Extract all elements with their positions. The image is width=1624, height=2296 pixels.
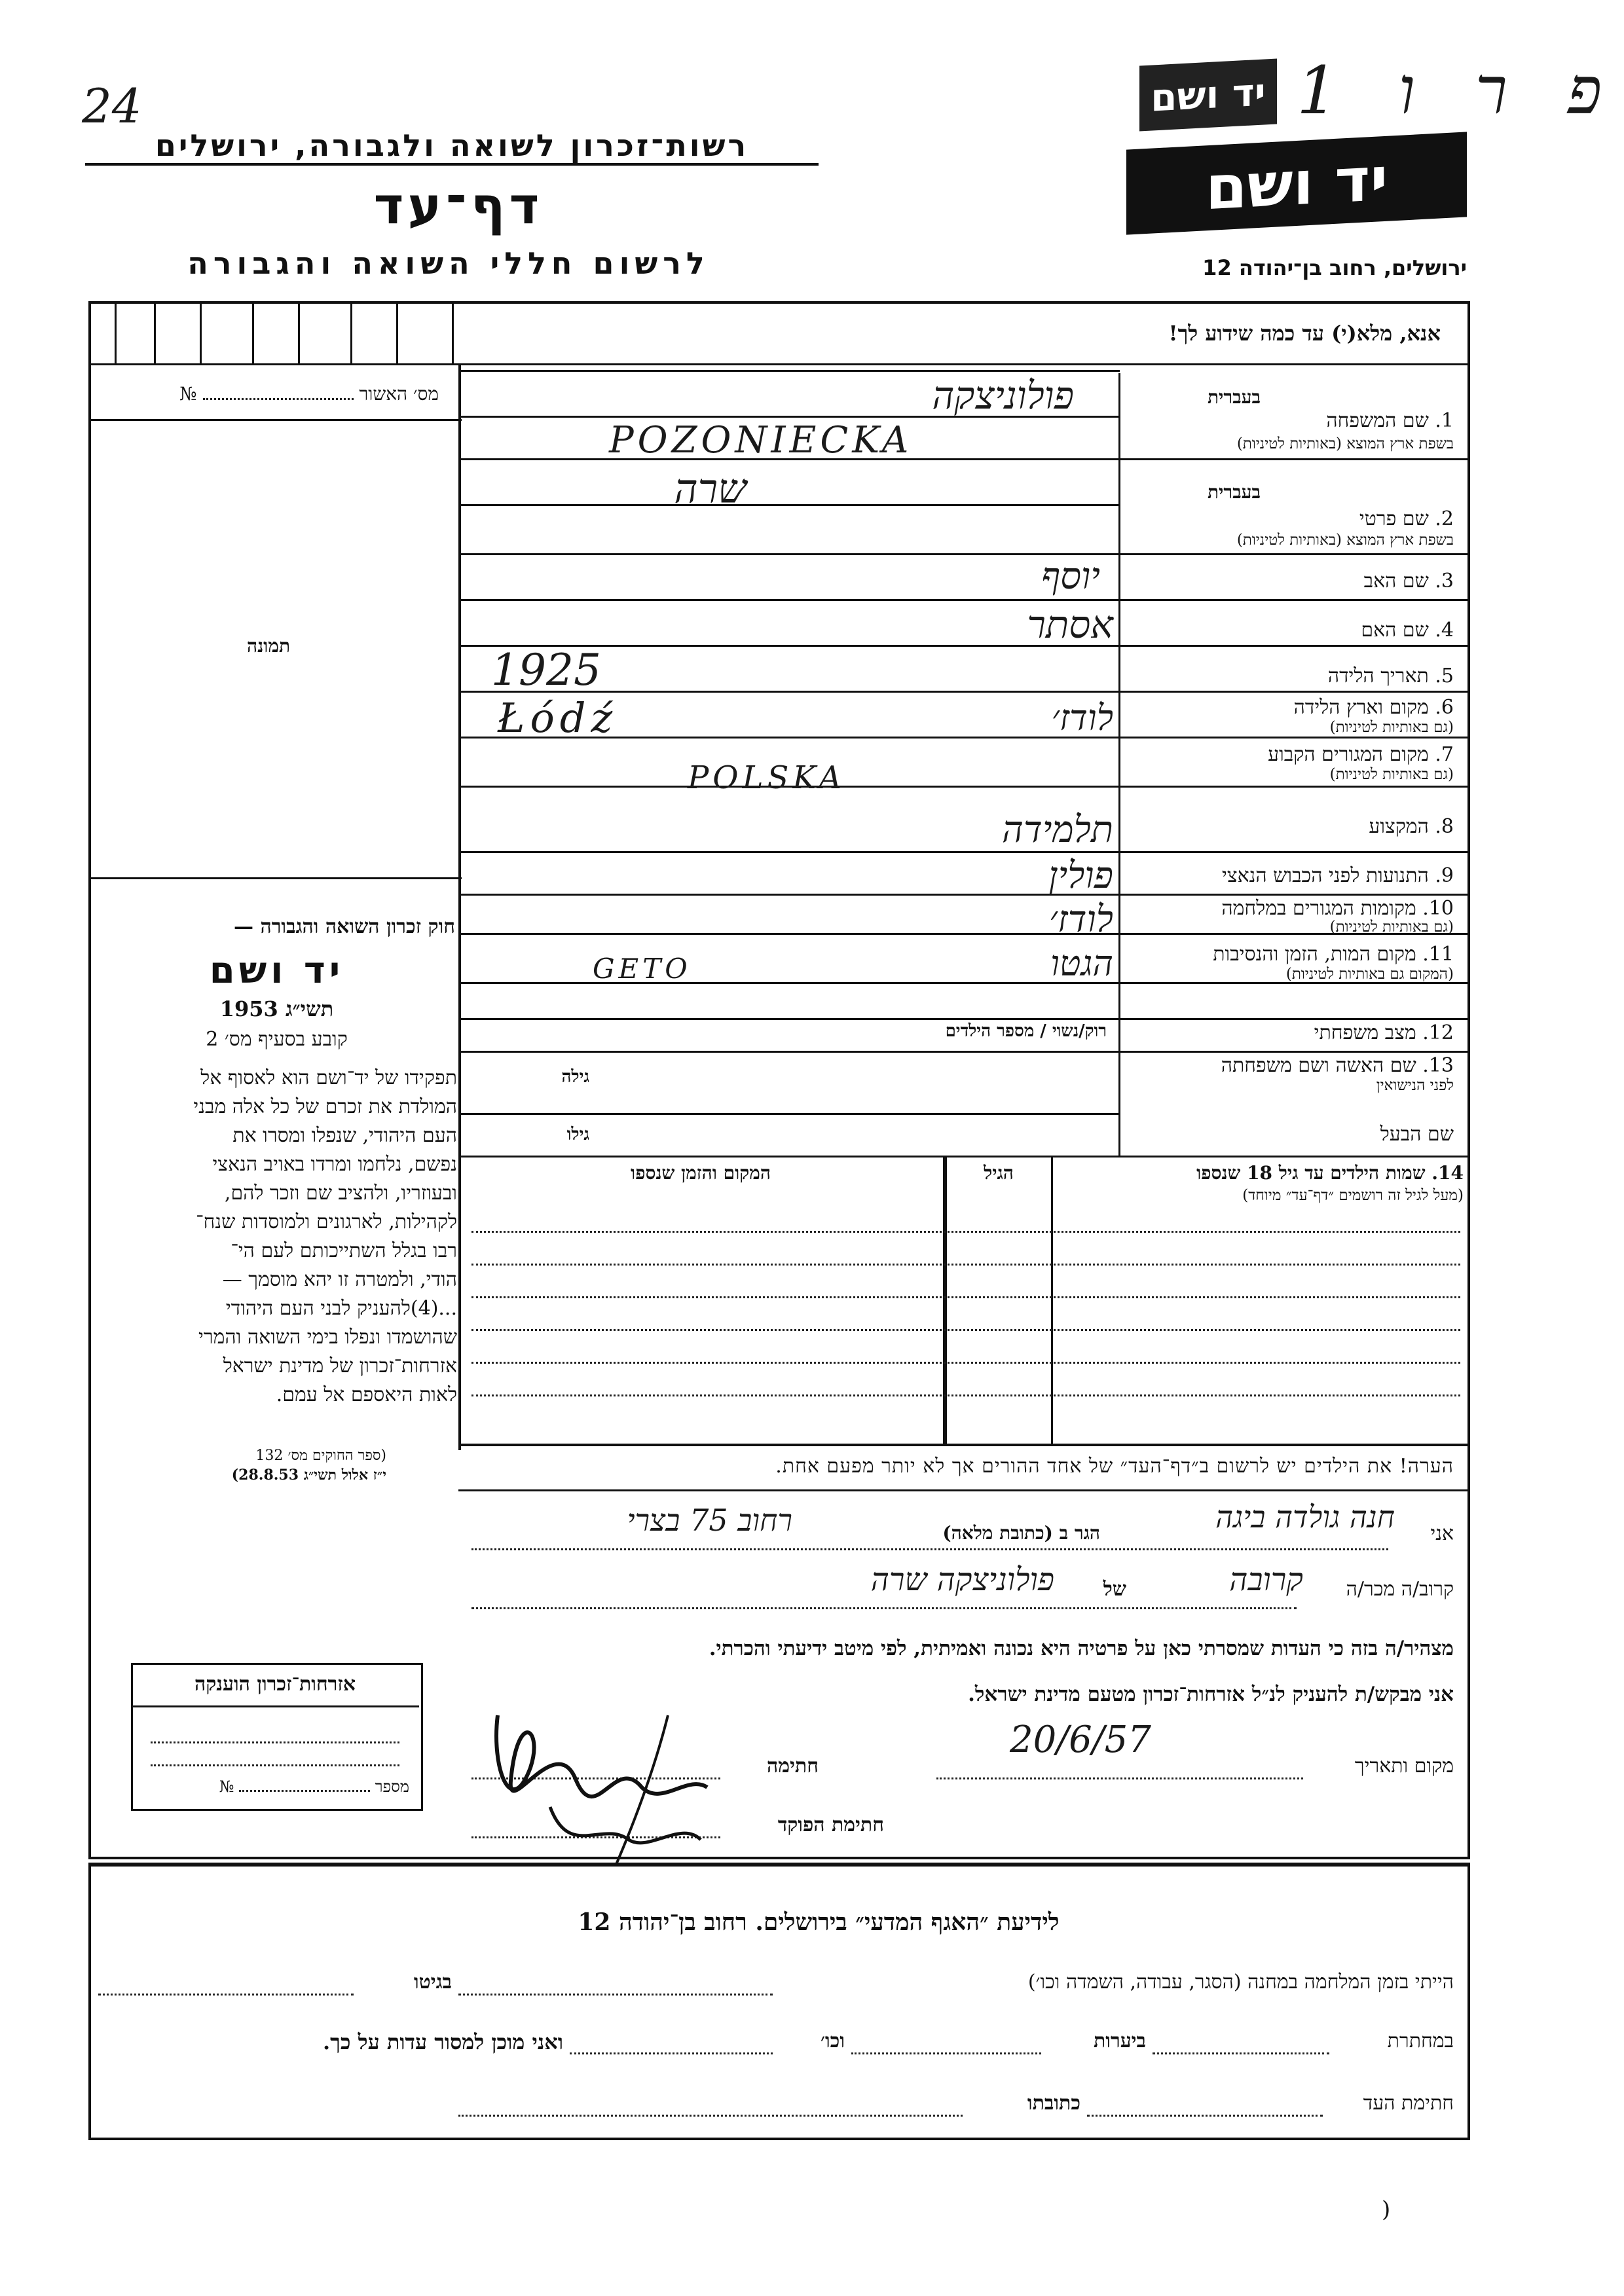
footer-camp-line[interactable]: [458, 1994, 773, 1995]
declaration-line: [471, 1548, 1388, 1550]
f14-label: 14. שמות הילדים עד גיל 18 שנספו: [1196, 1162, 1464, 1184]
f6-label: 6. מקום וארץ הלידה: [1293, 696, 1454, 719]
photo-label: תמונה: [246, 635, 291, 657]
instruction: אנא, מלא(י) עד כמה שידוע לך!: [1168, 321, 1441, 346]
f6-sublabel: (גם באותיות לטיניות): [1329, 719, 1454, 736]
logo-stamp: [1139, 58, 1277, 131]
f12-options[interactable]: רוק/נשוי / מספר הילדים: [945, 1021, 1107, 1041]
law-text: [97, 1064, 457, 1410]
footer-line3-a: חתימת העד: [1363, 2092, 1454, 2115]
footer-line2-b: ביערות: [1093, 2030, 1146, 2052]
citizenship-number-dots: [239, 1790, 370, 1792]
law-text-line: לקהילות, לארגונים ולמוסדות שנח־: [196, 1211, 457, 1233]
law-text-line: נפשם, נלחמו ומרדו באויב הנאצי: [212, 1153, 457, 1176]
approval-number-label: מס׳ האשור: [359, 383, 439, 405]
f11-sublabel: (המקום גם באותיות לטיניות): [1285, 966, 1454, 983]
f6-latin-value[interactable]: Łódź: [498, 694, 618, 742]
children-row[interactable]: [471, 1231, 1460, 1233]
f2-hebrew-value[interactable]: שרה: [674, 465, 747, 513]
of-value[interactable]: פולוניצקה שרה: [870, 1561, 1054, 1598]
f7-sublabel: (גם באותיות לטיניות): [1329, 766, 1454, 783]
approval-number-field[interactable]: [105, 383, 439, 405]
top-strip-tick: [396, 304, 398, 364]
f4-label: 4. שם האם: [1361, 619, 1454, 642]
row-line: [458, 851, 1470, 853]
f2-label: 2. שם פרטי: [1359, 507, 1454, 530]
f1-hebrew-value[interactable]: פולוניצקה: [932, 373, 1074, 418]
corner-page-number: 24: [82, 79, 142, 134]
footer-witness-signature-line[interactable]: [1087, 2115, 1323, 2117]
label-column-divider: [1118, 373, 1120, 1156]
f10-sublabel: (גם באותיות לטיניות): [1329, 919, 1454, 936]
relative-label: קרוב/ה מכר/ה: [1346, 1578, 1454, 1601]
citizenship-number-label: מספר: [375, 1777, 409, 1796]
f7-label: 7. מקום המגורים הקבוע: [1268, 743, 1454, 766]
f13-sublabel: לפני הנישואין: [1376, 1077, 1454, 1094]
f14-col-place: המקום והזמן שנספו: [631, 1162, 771, 1184]
logo-stamp-text: יד ושם: [1151, 69, 1266, 120]
law-text-line: הודי, ולמטרה זו יהא מוסמך —: [222, 1268, 457, 1291]
declaration-statement: מצהיר/ה בזה כי העדות שמסרתי כאן על פרטיה היא נכונה ואמיתית, לפי מיטב ידיעתי והכרתי.: [709, 1637, 1454, 1660]
relative-line: [471, 1607, 1297, 1609]
footer-underground-line[interactable]: [1153, 2052, 1329, 2054]
note: הערה! את הילדים יש לרשום ב״דף־העד״ של אחד ההורים אך לא יותר מפעם אחת.: [775, 1455, 1454, 1478]
law-text-line: תפקידו של יד־ושם הוא לאסוף אל: [200, 1066, 457, 1089]
top-strip-tick: [154, 304, 156, 364]
row-line: [458, 786, 1470, 788]
f10-label: 10. מקומות המגורים במלחמה: [1221, 897, 1454, 920]
footer-left-border: [88, 1863, 91, 2140]
sidebar-divider: [458, 363, 461, 1450]
law-text-line: ובעוזריו, ולהציב שם וזכר להם,: [224, 1182, 457, 1205]
children-table-bottom: [458, 1444, 1470, 1446]
citizenship-box-title: אזרחות־זכרון הוענקה: [194, 1673, 356, 1696]
f8-label: 8. המקצוע: [1369, 815, 1454, 838]
f14-sublabel: (מעל לגיל זה רושמים ״דף־עד״ מיוחד): [1242, 1187, 1464, 1204]
law-ref-2: י״ז אלול תשי״ג 28.8.53): [231, 1467, 386, 1484]
law-text-line: לאות היאספם אל עמם.: [276, 1383, 457, 1406]
f1-latin-value[interactable]: POZONIECKA: [609, 419, 913, 462]
declaration-i-value[interactable]: חנה גולדה ביגה: [1215, 1499, 1395, 1535]
footer-right-border: [1467, 1863, 1470, 2140]
top-strip-tick: [200, 304, 202, 364]
f3-label: 3. שם האב: [1363, 570, 1454, 592]
law-text-line: אזרחות־זכרון של מדינת ישראל: [223, 1355, 457, 1377]
law-text-line: שהושמדו ונפלו בימי השואה והמרי: [198, 1326, 457, 1349]
f2-sublabel: בשפת ארץ המוצא (באותיות לטיניות): [1236, 532, 1454, 549]
footer-line2-c: וכו׳: [821, 2030, 845, 2052]
top-strip-line: [88, 363, 1470, 365]
citizenship-number-field[interactable]: [141, 1777, 409, 1796]
note-divider: [458, 1489, 1470, 1491]
children-col-divider: [1051, 1156, 1053, 1444]
value-frame-top: [458, 370, 1120, 372]
children-row[interactable]: [471, 1362, 1460, 1364]
signature-label: חתימה: [767, 1755, 819, 1777]
footer-line2-d: ואני מוכן למסור עדות על כך.: [322, 2030, 563, 2054]
law-name: יד ושם: [209, 949, 344, 992]
row-line: [458, 599, 1470, 601]
header-title: דף־עד: [373, 177, 544, 236]
f14-col-age: הגיל: [984, 1162, 1014, 1184]
footer-etc-line[interactable]: [570, 2052, 773, 2054]
f2-hebrew-tag: בעברית: [1207, 481, 1261, 503]
approval-number-dots: [203, 398, 354, 400]
children-row[interactable]: [471, 1394, 1460, 1396]
children-row[interactable]: [471, 1264, 1460, 1266]
approval-number-marker: №: [179, 383, 197, 405]
f12-label: 12. מצב משפחתי: [1314, 1021, 1454, 1044]
declaration-address-value[interactable]: רחוב 75 בצרי: [627, 1503, 792, 1538]
row-line: [458, 1018, 1470, 1020]
f11-latin-value[interactable]: GETO: [593, 953, 692, 985]
citizenship-box-dotline: [151, 1741, 399, 1743]
law-text-line: רבו בגלל השתייכותם לעם הי־: [231, 1239, 457, 1262]
law-title: חוק זכרון השואה והגבורה —: [234, 915, 455, 938]
f7-value[interactable]: POLSKA: [688, 759, 845, 796]
f1-hebrew-tag: בעברית: [1207, 386, 1261, 408]
f4-value[interactable]: אסתר: [1027, 602, 1113, 647]
place-date-label: מקום ותאריך: [1354, 1755, 1454, 1777]
row-line: [458, 1156, 1470, 1157]
signature-scribble: [471, 1689, 747, 1872]
header-subtitle: לרשום חללי השואה והגבורה: [187, 246, 710, 281]
place-date-value[interactable]: 20/6/57: [1010, 1719, 1151, 1761]
f11-hebrew-value[interactable]: הגטו: [1050, 943, 1113, 984]
relative-value[interactable]: קרובה: [1229, 1561, 1303, 1598]
f9-label: 9. התנועות לפני הכבוש הנאצי: [1222, 864, 1454, 887]
footer-line2-a: במחתרת: [1387, 2030, 1454, 2052]
husband-age-label: גילו: [566, 1125, 589, 1144]
top-strip-tick: [452, 304, 454, 364]
top-strip-tick: [298, 304, 300, 364]
law-text-line: העם היהודי, שנפלו ומסרו את: [232, 1124, 457, 1147]
law-ref-1: (ספר החוקים מס׳ 132: [255, 1448, 386, 1464]
row-line: [458, 553, 1470, 555]
f1-label: 1. שם המשפחה: [1326, 409, 1454, 432]
top-strip-tick: [350, 304, 352, 364]
f5-label: 5. תאריך הלידה: [1327, 665, 1454, 687]
footer-line3-b: כתובתו: [1027, 2092, 1080, 2115]
children-col-divider-thick: [943, 1156, 947, 1444]
approval-divider: [88, 419, 462, 421]
f13-label: 13. שם האשה ושם משפחתה: [1221, 1054, 1454, 1077]
footer-line1-a: הייתי בזמן המלחמה במחנה (הסגר, עבודה, השמדה וכו׳): [1027, 1971, 1454, 1994]
f13-age-label: גילה: [561, 1067, 589, 1087]
f10-value[interactable]: לודז׳: [1049, 898, 1113, 941]
handwritten-code: פ ר ו 1: [1297, 52, 1622, 129]
logo-text: יד ושם: [1205, 143, 1388, 223]
children-row[interactable]: [471, 1329, 1460, 1331]
f11-label: 11. מקום המות, הזמן והנסיבות: [1213, 943, 1454, 966]
top-strip-tick: [115, 304, 117, 364]
footer-address-line[interactable]: [458, 2115, 963, 2117]
of-label: של: [1103, 1578, 1126, 1601]
officer-signature-label: חתימת הפוקד: [777, 1813, 884, 1836]
husband-label: שם הבעל: [1380, 1123, 1454, 1146]
citizenship-box-dotline: [151, 1764, 399, 1766]
row-line: [458, 691, 1470, 693]
photo-divider: [88, 877, 462, 879]
children-row[interactable]: [471, 1296, 1460, 1298]
footer-line1-b: בגיטו: [413, 1971, 452, 1994]
yad-vashem-logo: [1126, 132, 1467, 234]
footer-bottom-border: [88, 2138, 1470, 2140]
declaration-i-label: אני: [1430, 1522, 1454, 1545]
citizenship-box-divider: [131, 1705, 419, 1707]
top-strip-tick: [252, 304, 254, 364]
header-org: רשות־זכרון לשואה ולגבורה, ירושלים: [85, 128, 819, 166]
f3-value[interactable]: יוסף: [1041, 555, 1100, 598]
footer-forests-line[interactable]: [851, 2052, 1041, 2054]
f9-value[interactable]: פולין: [1048, 854, 1113, 897]
declaration-request: אני מבקש/ת להעניק לנ״ל אזרחות־זכרון מטעם מדינת ישראל.: [968, 1683, 1454, 1706]
row-line: [458, 1051, 1470, 1053]
citizenship-number-marker: №: [219, 1777, 234, 1796]
law-clause: קובע בסעיף מס׳ 2: [206, 1028, 348, 1051]
row-line: [458, 1113, 1120, 1115]
header-address: ירושלים, רחוב בן־יהודה 12: [1202, 255, 1467, 280]
f6-hebrew-value[interactable]: לודז׳: [1051, 697, 1113, 738]
law-year: תשי״ג 1953: [219, 996, 334, 1021]
law-text-line: ...(4)להעניק לבני העם היהודי: [225, 1297, 457, 1320]
f5-value[interactable]: 1925: [491, 645, 601, 695]
f8-value[interactable]: תלמידה: [1002, 809, 1113, 851]
footer-ghetto-line[interactable]: [98, 1994, 354, 1995]
law-text-line: המולדת את זכרם של כל אלה מבני: [193, 1095, 457, 1118]
place-date-line: [936, 1777, 1303, 1779]
declaration-address-label: הגר ב (כתובת מלאה): [942, 1522, 1100, 1544]
divider-thick: [88, 1863, 1470, 1867]
bottom-mark: ): [1382, 2196, 1391, 2223]
footer-title: לידיעת ״האגף המדעי״ בירושלים. רחוב בן־יהודה 12: [578, 1908, 1060, 1936]
f1-sublabel: בשפת ארץ המוצא (באותיות לטיניות): [1236, 435, 1454, 452]
